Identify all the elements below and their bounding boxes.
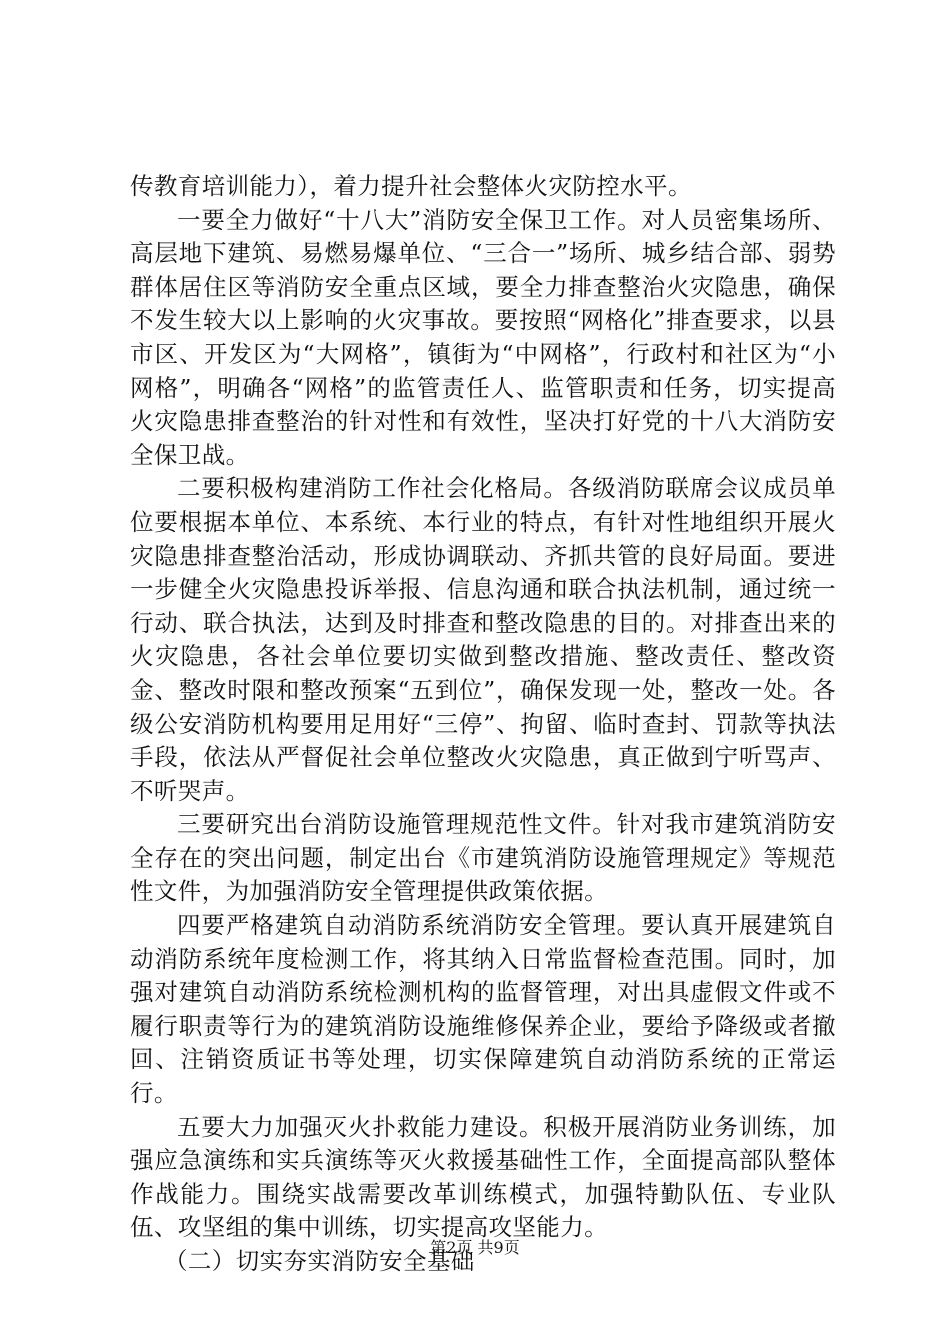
paragraph-item-3: 三要研究出台消防设施管理规范性文件。针对我市建筑消防安全存在的突出问题，制定出台《市建筑消防设施管理规定》等规范性文件，为加强消防安全管理提供政策依据。 <box>130 810 836 906</box>
page-number-footer: 第2页 共9页 <box>430 1238 520 1257</box>
paragraph-item-4: 四要严格建筑自动消防系统消防安全管理。要认真开展建筑自动消防系统年度检测工作，将其纳入日常监督检查范围。同时，加强对建筑自动消防系统检测机构的监督管理，对出具虚假文件或不履行职责等行为的建筑消防设施维修保养企业，要给予降级或者撤回、注销资质证书等处理，切实保障建筑自动消防系统的正常运行。 <box>130 911 836 1108</box>
paragraph-continuation: 传教育培训能力），着力提升社会整体火灾防控水平。 <box>130 172 692 200</box>
section-heading: （二）切实夯实消防安全基础 <box>164 1247 475 1275</box>
paragraph-item-1: 一要全力做好“十八大”消防安全保卫工作。对人员密集场所、高层地下建筑、易燃易爆单位、“三合一”场所、城乡结合部、弱势群体居住区等消防安全重点区域，要全力排查整治火灾隐患，确保不发生较大以上影响的火灾事故。要按照“网格化”排查要求，以县市区、开发区为“大网格”，镇街为“中网格”，行政村和社区为“小网格”，明确各“网格”的监管责任人、监管职责和任务，切实提高火灾隐患排查整治的针对性和有效性，坚决打好党的十八大消防安全保卫战。 <box>130 205 836 469</box>
paragraph-item-5: 五要大力加强灭火扑救能力建设。积极开展消防业务训练，加强应急演练和实兵演练等灭火救援基础性工作，全面提高部队整体作战能力。围绕实战需要改革训练模式，加强特勤队伍、专业队伍、攻坚组的集中训练，切实提高攻坚能力。 <box>130 1112 836 1242</box>
document-body <box>130 170 836 1279</box>
paragraph-item-2: 二要积极构建消防工作社会化格局。各级消防联席会议成员单位要根据本单位、本系统、本行业的特点，有针对性地组织开展火灾隐患排查整治活动，形成协调联动、齐抓共管的良好局面。要进一步健全火灾隐患投诉举报、信息沟通和联合执法机制，通过统一行动、联合执法，达到及时排查和整改隐患的目的。对排查出来的火灾隐患，各社会单位要切实做到整改措施、整改责任、整改资金、整改时限和整改预案“五到位”，确保发现一处，整改一处。各级公安消防机构要用足用好“三停”、拘留、临时查封、罚款等执法手段，依法从严督促社会单位整改火灾隐患，真正做到宁听骂声、不听哭声。 <box>130 474 836 805</box>
